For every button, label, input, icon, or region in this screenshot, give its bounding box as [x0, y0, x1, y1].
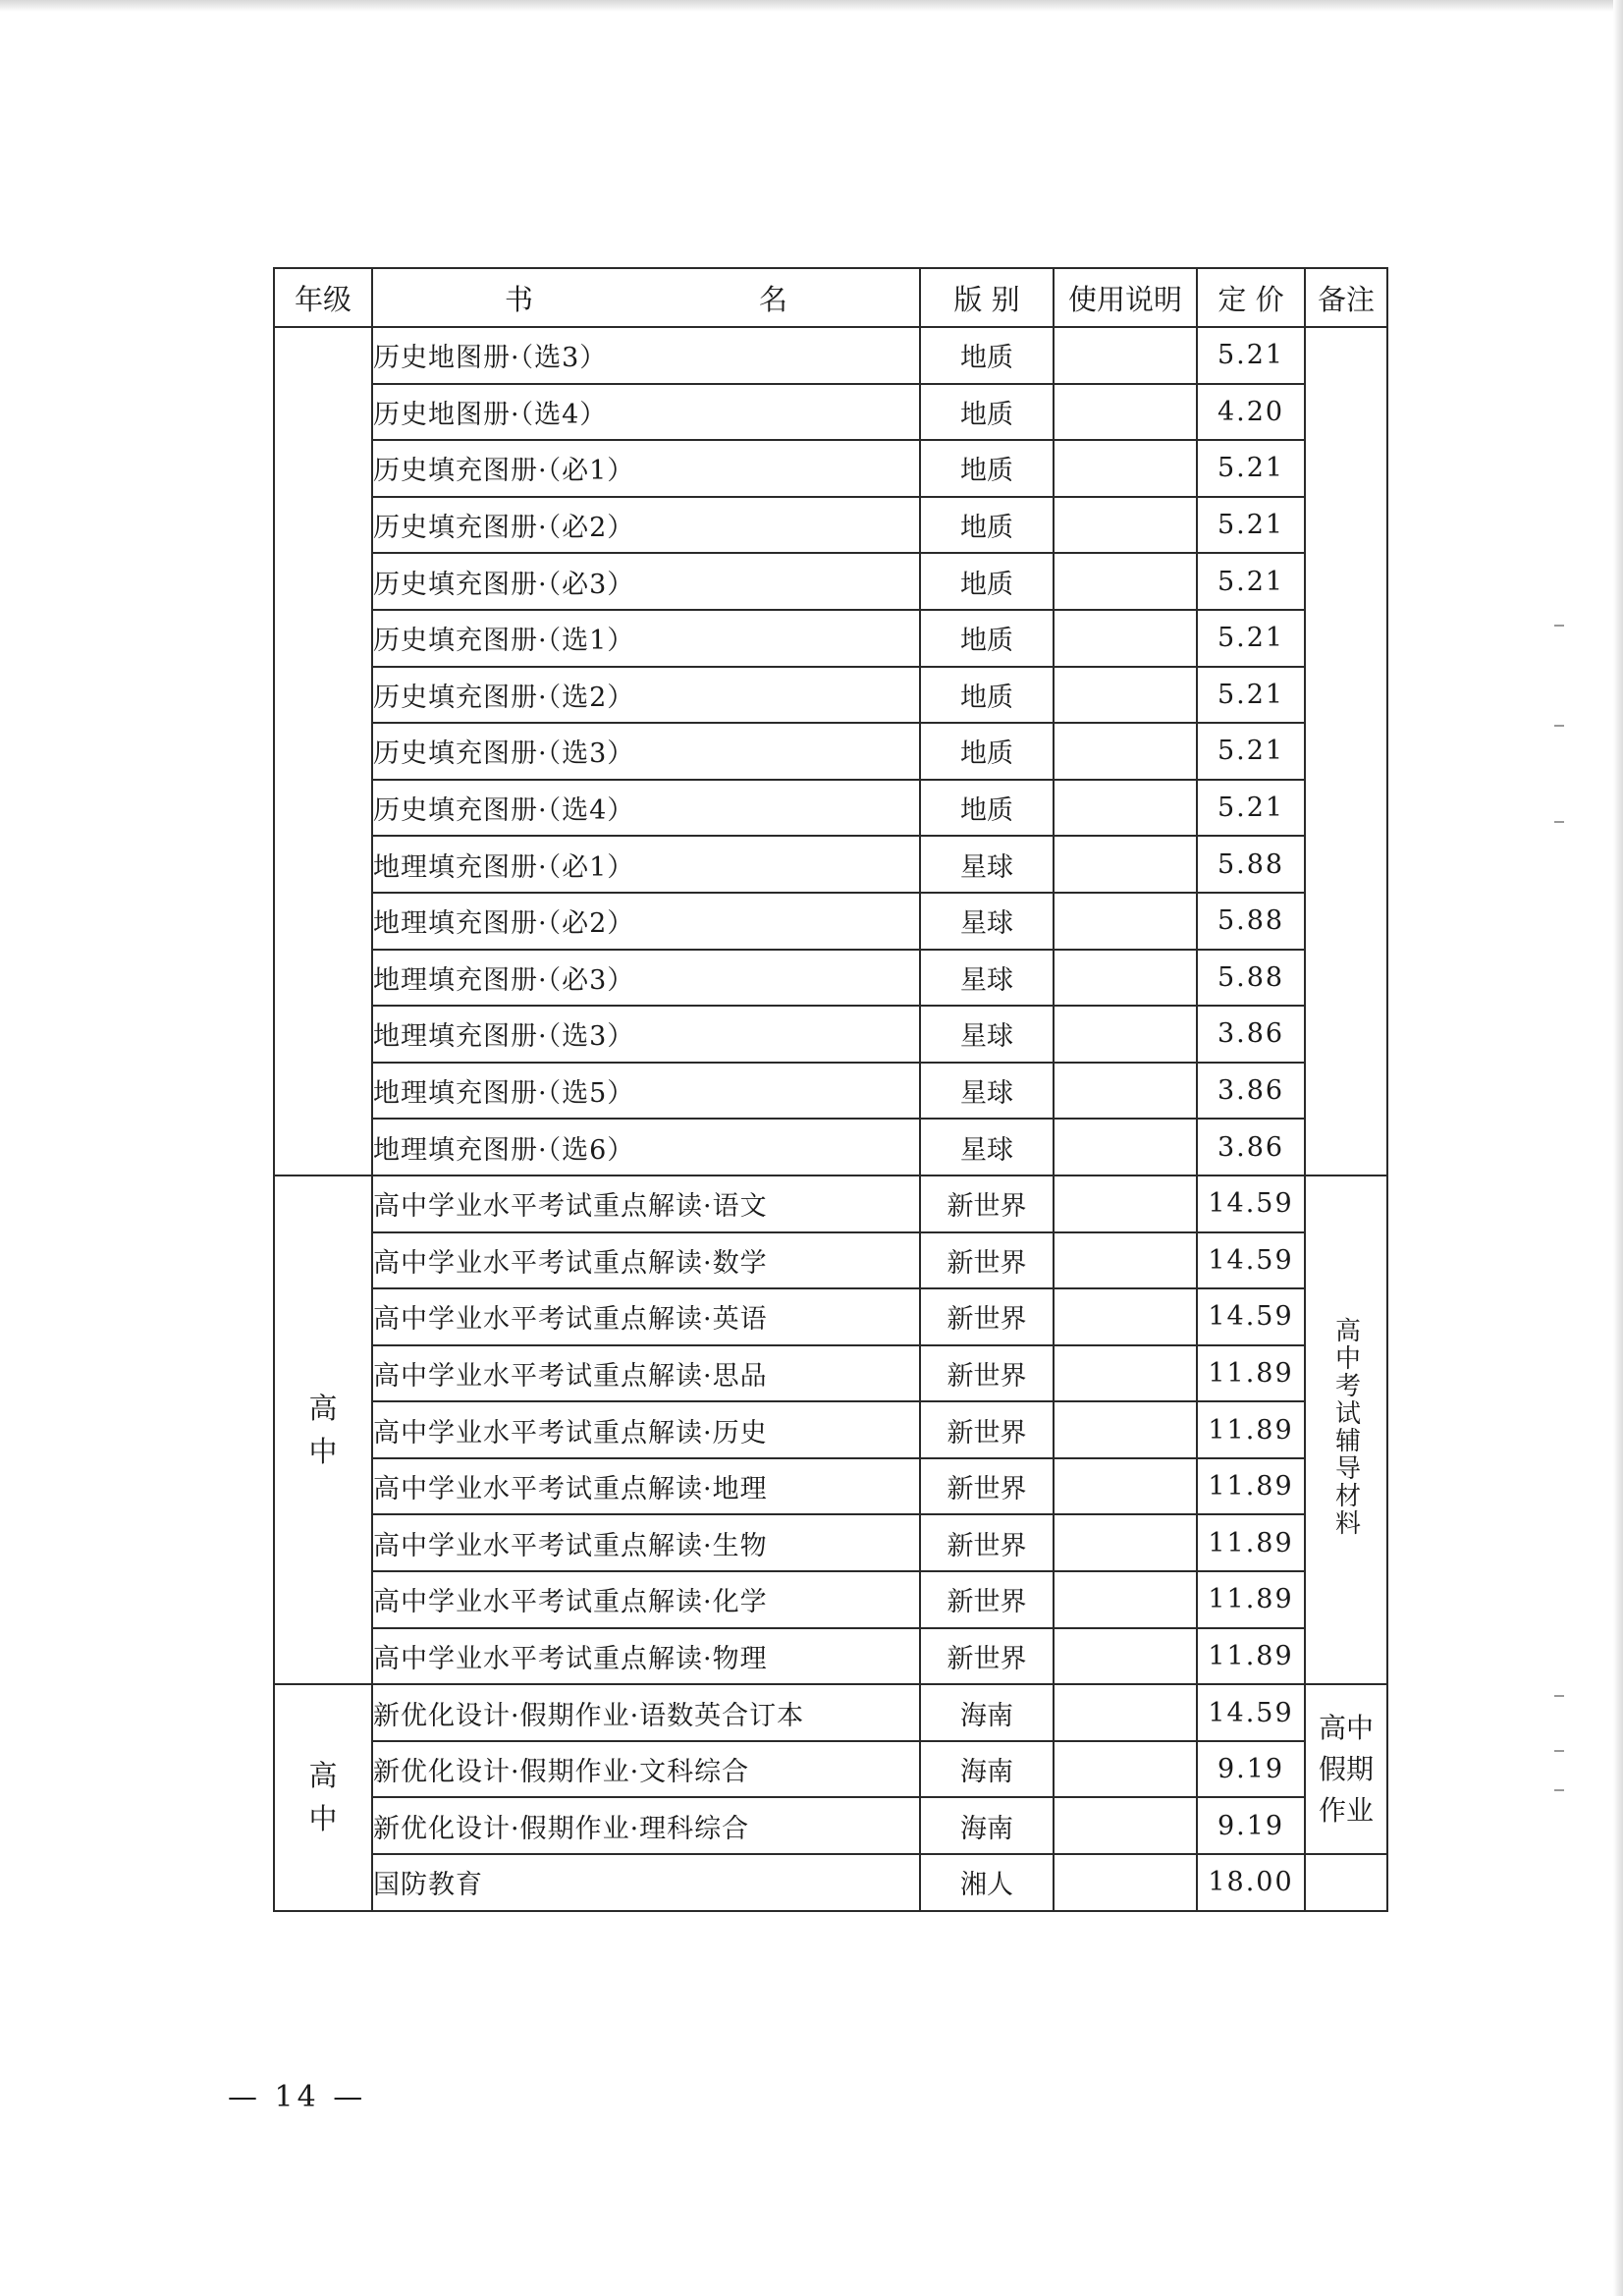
- publisher-cell: 地质: [920, 723, 1054, 780]
- table-row: [274, 440, 1387, 497]
- usage-cell: [1054, 1006, 1197, 1063]
- price-cell: 11.89: [1197, 1401, 1305, 1458]
- book-title-cell: 地理填充图册·（选6）: [372, 1119, 920, 1175]
- usage-cell: [1054, 950, 1197, 1007]
- usage-cell: [1054, 723, 1197, 780]
- price-cell: 18.00: [1197, 1854, 1305, 1911]
- publisher-cell: 星球: [920, 836, 1054, 893]
- publisher-cell: 地质: [920, 610, 1054, 667]
- price-cell: 5.21: [1197, 610, 1305, 667]
- table-row: [274, 1345, 1387, 1402]
- book-title-cell: 地理填充图册·（必3）: [372, 950, 920, 1007]
- table-row: [274, 1006, 1387, 1063]
- scan-mark: [1554, 625, 1564, 627]
- publisher-cell: 新世界: [920, 1458, 1054, 1515]
- grade-cell: [274, 1175, 372, 1684]
- book-title-cell: 高中学业水平考试重点解读·物理: [372, 1628, 920, 1685]
- scan-mark: [1554, 1750, 1564, 1752]
- scan-right-edge: [1613, 0, 1623, 2296]
- publisher-cell: 海南: [920, 1684, 1054, 1741]
- table-row: [274, 1797, 1387, 1854]
- book-title-cell: 历史地图册·（选3）: [372, 327, 920, 384]
- book-title-cell: 历史填充图册·（选4）: [372, 780, 920, 837]
- table-row: [274, 1514, 1387, 1571]
- table-row: [274, 1684, 1387, 1741]
- book-title-cell: 高中学业水平考试重点解读·英语: [372, 1288, 920, 1345]
- publisher-cell: 地质: [920, 780, 1054, 837]
- usage-cell: [1054, 1175, 1197, 1232]
- book-title-cell: 历史填充图册·（选1）: [372, 610, 920, 667]
- book-title-cell: 历史填充图册·（选3）: [372, 723, 920, 780]
- table-row: [274, 1401, 1387, 1458]
- grade-cell: [274, 1684, 372, 1910]
- table-row: [274, 610, 1387, 667]
- price-cell: 5.21: [1197, 553, 1305, 610]
- book-title-cell: 新优化设计·假期作业·语数英合订本: [372, 1684, 920, 1741]
- header-price: 定 价: [1197, 268, 1305, 327]
- header-title-part2: 名: [759, 282, 788, 316]
- note-cell: [1305, 1684, 1387, 1854]
- publisher-cell: 海南: [920, 1797, 1054, 1854]
- usage-cell: [1054, 327, 1197, 384]
- usage-cell: [1054, 893, 1197, 950]
- grade-cell: [274, 327, 372, 1175]
- usage-cell: [1054, 1063, 1197, 1120]
- usage-cell: [1054, 1288, 1197, 1345]
- table-row: [274, 1628, 1387, 1685]
- book-title-cell: 国防教育: [372, 1854, 920, 1911]
- price-cell: 3.86: [1197, 1119, 1305, 1175]
- usage-cell: [1054, 440, 1197, 497]
- scan-mark: [1554, 725, 1564, 727]
- publisher-cell: 星球: [920, 950, 1054, 1007]
- publisher-cell: 新世界: [920, 1514, 1054, 1571]
- usage-cell: [1054, 836, 1197, 893]
- textbook-price-table: [273, 267, 1388, 1912]
- note-text: 高中考试辅导材料: [1330, 1316, 1361, 1537]
- publisher-cell: 海南: [920, 1741, 1054, 1798]
- book-title-cell: 地理填充图册·（必2）: [372, 893, 920, 950]
- table-row: [274, 836, 1387, 893]
- price-cell: 11.89: [1197, 1571, 1305, 1628]
- publisher-cell: 新世界: [920, 1401, 1054, 1458]
- usage-cell: [1054, 1741, 1197, 1798]
- table-row: [274, 723, 1387, 780]
- header-usage: 使用说明: [1054, 268, 1197, 327]
- header-title-part1: 书: [504, 282, 533, 316]
- table-row: [274, 950, 1387, 1007]
- grade-char: 中: [308, 1802, 338, 1836]
- price-cell: 9.19: [1197, 1741, 1305, 1798]
- usage-cell: [1054, 1232, 1197, 1289]
- usage-cell: [1054, 384, 1197, 441]
- price-cell: 11.89: [1197, 1514, 1305, 1571]
- publisher-cell: 地质: [920, 440, 1054, 497]
- book-title-cell: 新优化设计·假期作业·理科综合: [372, 1797, 920, 1854]
- table-row: [274, 497, 1387, 554]
- grade-char: 高: [308, 1392, 338, 1426]
- price-cell: 14.59: [1197, 1175, 1305, 1232]
- usage-cell: [1054, 1119, 1197, 1175]
- table-header-row: [274, 268, 1387, 327]
- table-row: [274, 1175, 1387, 1232]
- book-title-cell: 历史地图册·（选4）: [372, 384, 920, 441]
- publisher-cell: 星球: [920, 1006, 1054, 1063]
- usage-cell: [1054, 1514, 1197, 1571]
- usage-cell: [1054, 1684, 1197, 1741]
- publisher-cell: 星球: [920, 893, 1054, 950]
- book-title-cell: 历史填充图册·（必3）: [372, 553, 920, 610]
- price-cell: 5.21: [1197, 440, 1305, 497]
- publisher-cell: 地质: [920, 327, 1054, 384]
- table-row: [274, 1458, 1387, 1515]
- price-cell: 5.21: [1197, 780, 1305, 837]
- publisher-cell: 地质: [920, 553, 1054, 610]
- publisher-cell: 新世界: [920, 1232, 1054, 1289]
- price-cell: 3.86: [1197, 1006, 1305, 1063]
- table-row: [274, 780, 1387, 837]
- table-row: [274, 667, 1387, 724]
- note-cell: [1305, 1175, 1387, 1684]
- table-row: [274, 893, 1387, 950]
- scan-mark: [1554, 1695, 1564, 1697]
- note-line: 作业: [1318, 1793, 1374, 1827]
- table-row: [274, 384, 1387, 441]
- publisher-cell: 湘人: [920, 1854, 1054, 1911]
- page-number: — 14 —: [228, 2080, 367, 2114]
- table-row: [274, 553, 1387, 610]
- grade-char: 中: [308, 1435, 338, 1469]
- header-grade: 年级: [274, 268, 372, 327]
- publisher-cell: 星球: [920, 1063, 1054, 1120]
- book-title-cell: 高中学业水平考试重点解读·思品: [372, 1345, 920, 1402]
- book-title-cell: 地理填充图册·（选3）: [372, 1006, 920, 1063]
- book-title-cell: 历史填充图册·（必1）: [372, 440, 920, 497]
- table-row: [274, 1571, 1387, 1628]
- publisher-cell: 新世界: [920, 1345, 1054, 1402]
- header-title: [372, 268, 920, 327]
- book-title-cell: 地理填充图册·（选5）: [372, 1063, 920, 1120]
- note-line: 高中: [1318, 1711, 1374, 1744]
- publisher-cell: 地质: [920, 667, 1054, 724]
- scan-mark: [1554, 821, 1564, 823]
- table-row: [274, 327, 1387, 384]
- publisher-cell: 新世界: [920, 1571, 1054, 1628]
- note-line: 假期: [1318, 1752, 1374, 1785]
- price-cell: 14.59: [1197, 1232, 1305, 1289]
- price-cell: 5.21: [1197, 497, 1305, 554]
- price-cell: 5.88: [1197, 950, 1305, 1007]
- price-cell: 11.89: [1197, 1458, 1305, 1515]
- price-cell: 5.21: [1197, 723, 1305, 780]
- book-title-cell: 新优化设计·假期作业·文科综合: [372, 1741, 920, 1798]
- book-title-cell: 地理填充图册·（必1）: [372, 836, 920, 893]
- note-cell: [1305, 1854, 1387, 1911]
- publisher-cell: 新世界: [920, 1288, 1054, 1345]
- publisher-cell: 新世界: [920, 1175, 1054, 1232]
- publisher-cell: 星球: [920, 1119, 1054, 1175]
- usage-cell: [1054, 1458, 1197, 1515]
- price-cell: 9.19: [1197, 1797, 1305, 1854]
- header-note: 备注: [1305, 268, 1387, 327]
- book-title-cell: 历史填充图册·（必2）: [372, 497, 920, 554]
- usage-cell: [1054, 610, 1197, 667]
- usage-cell: [1054, 1345, 1197, 1402]
- book-title-cell: 高中学业水平考试重点解读·语文: [372, 1175, 920, 1232]
- usage-cell: [1054, 1797, 1197, 1854]
- scan-mark: [1554, 1789, 1564, 1791]
- table-row: [274, 1063, 1387, 1120]
- book-title-cell: 历史填充图册·（选2）: [372, 667, 920, 724]
- publisher-cell: 地质: [920, 384, 1054, 441]
- publisher-cell: 地质: [920, 497, 1054, 554]
- book-title-cell: 高中学业水平考试重点解读·生物: [372, 1514, 920, 1571]
- usage-cell: [1054, 1571, 1197, 1628]
- usage-cell: [1054, 1401, 1197, 1458]
- scan-top-edge: [0, 0, 1623, 12]
- header-publisher: 版 别: [920, 268, 1054, 327]
- table-row: [274, 1232, 1387, 1289]
- price-cell: 14.59: [1197, 1684, 1305, 1741]
- usage-cell: [1054, 1854, 1197, 1911]
- table-body: [274, 327, 1387, 1911]
- price-cell: 14.59: [1197, 1288, 1305, 1345]
- price-cell: 11.89: [1197, 1345, 1305, 1402]
- book-title-cell: 高中学业水平考试重点解读·数学: [372, 1232, 920, 1289]
- book-title-cell: 高中学业水平考试重点解读·化学: [372, 1571, 920, 1628]
- note-text: [1317, 1708, 1376, 1831]
- price-cell: 5.21: [1197, 327, 1305, 384]
- table-row: [274, 1119, 1387, 1175]
- publisher-cell: 新世界: [920, 1628, 1054, 1685]
- usage-cell: [1054, 497, 1197, 554]
- usage-cell: [1054, 780, 1197, 837]
- table-row: [274, 1854, 1387, 1911]
- book-title-cell: 高中学业水平考试重点解读·历史: [372, 1401, 920, 1458]
- price-cell: 5.88: [1197, 893, 1305, 950]
- table-row: [274, 1741, 1387, 1798]
- book-title-cell: 高中学业水平考试重点解读·地理: [372, 1458, 920, 1515]
- price-cell: 5.88: [1197, 836, 1305, 893]
- usage-cell: [1054, 553, 1197, 610]
- grade-char: 高: [308, 1759, 338, 1793]
- price-cell: 3.86: [1197, 1063, 1305, 1120]
- table-row: [274, 1288, 1387, 1345]
- usage-cell: [1054, 1628, 1197, 1685]
- price-cell: 4.20: [1197, 384, 1305, 441]
- usage-cell: [1054, 667, 1197, 724]
- note-cell: [1305, 327, 1387, 1175]
- price-cell: 5.21: [1197, 667, 1305, 724]
- price-cell: 11.89: [1197, 1628, 1305, 1685]
